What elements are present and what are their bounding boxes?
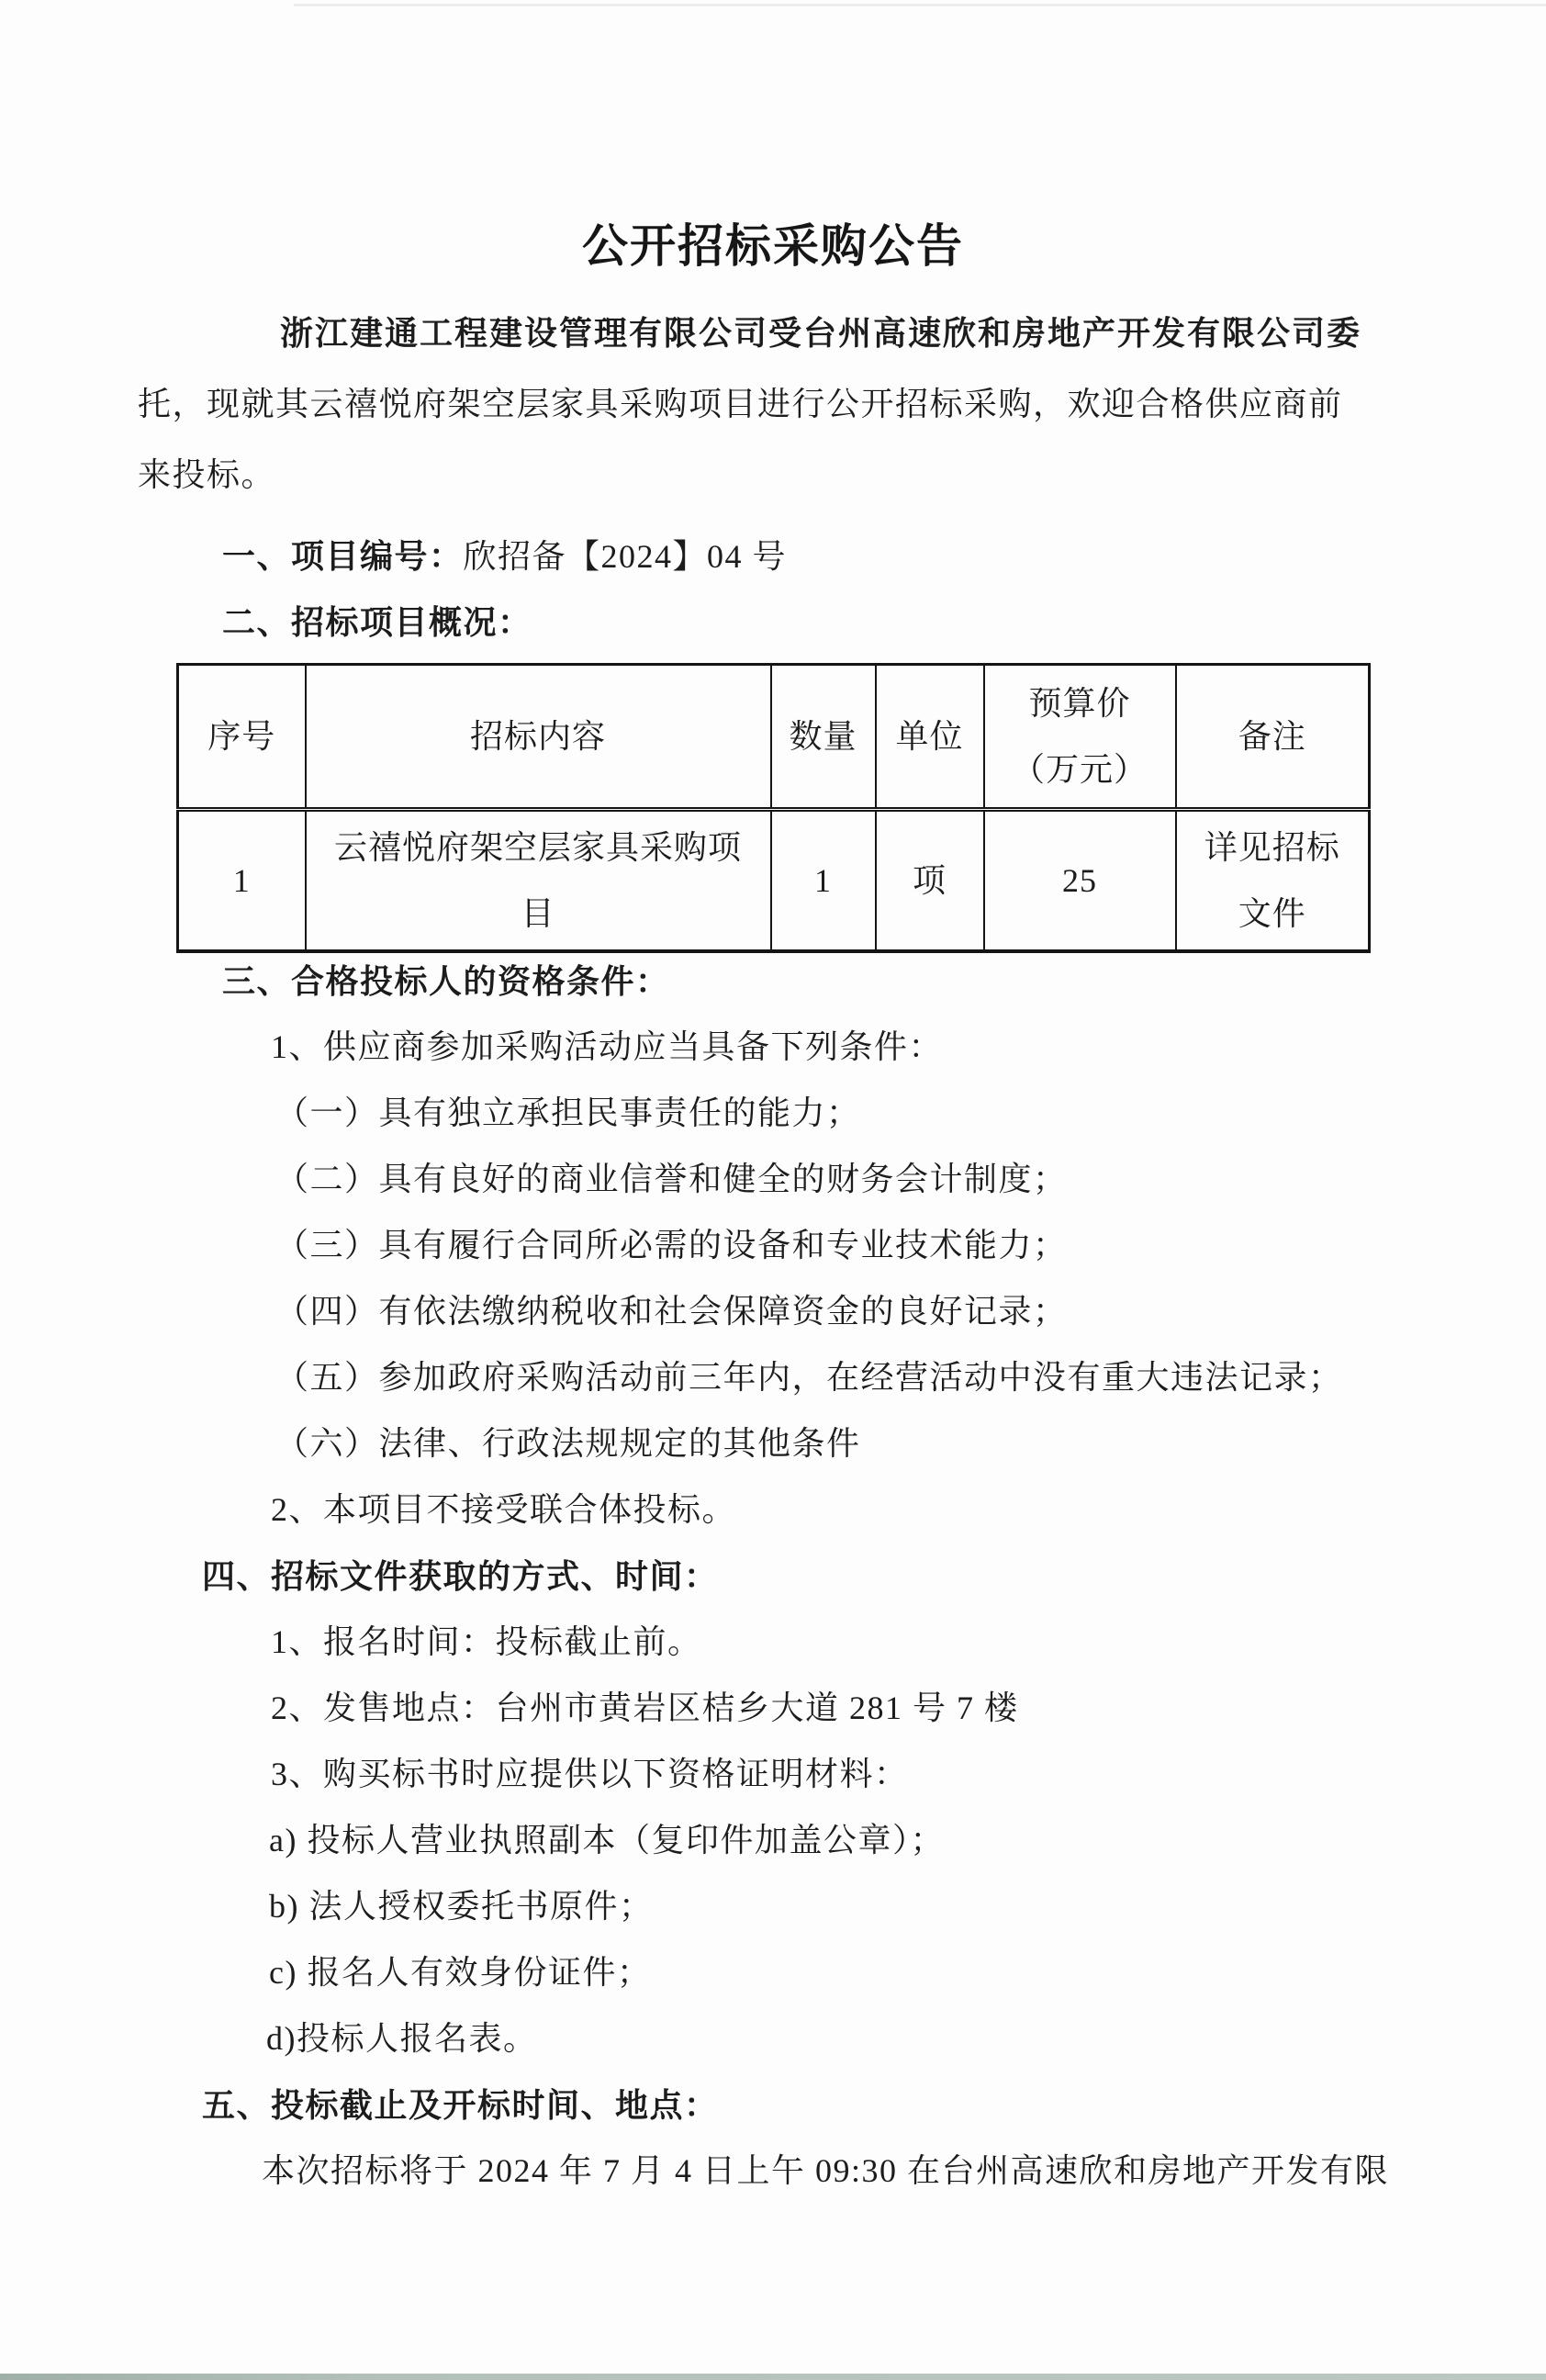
section-1-line xyxy=(222,537,787,576)
project-number-value: 欣招备【2024】04 号 xyxy=(463,538,788,575)
s4-item-c: c) 报名人有效身份证件； xyxy=(269,1954,652,1991)
s5-body-line: 本次招标将于 2024 年 7 月 4 日上午 09:30 在台州高速欣和房地产开发有限 xyxy=(262,2152,1390,2189)
s4-item-b: b) 法人授权委托书原件； xyxy=(269,1888,654,1925)
header-cell-budget: 预算价（万元） xyxy=(984,665,1176,810)
cell-seq: 1 xyxy=(178,810,306,952)
s3-condition-6: （六）法律、行政法规规定的其他条件 xyxy=(275,1425,861,1462)
intro-line-2: 托，现就其云禧悦府架空层家具采购项目进行公开招标采购，欢迎合格供应商前 xyxy=(138,386,1343,422)
section-1-heading: 一、项目编号： xyxy=(222,537,464,575)
header-cell-quantity: 数量 xyxy=(771,665,876,810)
scan-artifact-bottom xyxy=(0,2374,1546,2380)
cell-quantity: 1 xyxy=(771,810,876,952)
intro-line-1: 浙江建通工程建设管理有限公司受台州高速欣和房地产开发有限公司委 xyxy=(280,314,1362,352)
section-5-heading: 五、投标截止及开标时间、地点： xyxy=(202,2086,719,2124)
cell-unit: 项 xyxy=(876,810,984,952)
table-row xyxy=(178,810,1370,952)
s4-item-2: 2、发售地点：台州市黄岩区桔乡大道 281 号 7 楼 xyxy=(271,1690,1019,1726)
section-3-heading: 三、合格投标人的资格条件： xyxy=(222,962,670,1000)
s3-item-2: 2、本项目不接受联合体投标。 xyxy=(271,1491,737,1528)
s3-condition-4: （四）有依法缴纳税收和社会保障资金的良好记录； xyxy=(275,1293,1068,1330)
s3-condition-1: （一）具有独立承担民事责任的能力； xyxy=(275,1095,861,1131)
page-title: 公开招标采购公告 xyxy=(582,220,964,272)
bid-overview-table xyxy=(176,663,1371,953)
cell-remark: 详见招标文件 xyxy=(1176,810,1370,952)
section-4-heading: 四、招标文件获取的方式、时间： xyxy=(202,1557,719,1595)
s4-item-1: 1、报名时间：投标截止前。 xyxy=(271,1623,702,1660)
s4-item-d: d)投标人报名表。 xyxy=(266,2020,538,2057)
header-cell-unit: 单位 xyxy=(876,665,984,810)
cell-content: 云禧悦府架空层家具采购项目 xyxy=(306,810,771,952)
scan-artifact-top xyxy=(294,4,1546,6)
header-cell-content: 招标内容 xyxy=(306,665,771,810)
s3-condition-3: （三）具有履行合同所必需的设备和专业技术能力； xyxy=(275,1227,1068,1263)
header-cell-remark: 备注 xyxy=(1176,665,1370,810)
s3-item-1: 1、供应商参加采购活动应当具备下列条件： xyxy=(271,1028,944,1065)
section-2-heading: 二、招标项目概况： xyxy=(222,603,532,641)
header-cell-seq: 序号 xyxy=(178,665,306,810)
s3-condition-2: （二）具有良好的商业信誉和健全的财务会计制度； xyxy=(275,1161,1068,1197)
intro-line-3: 来投标。 xyxy=(138,456,276,493)
cell-budget: 25 xyxy=(984,810,1176,952)
s3-condition-5: （五）参加政府采购活动前三年内，在经营活动中没有重大违法记录； xyxy=(275,1359,1343,1396)
s4-item-a: a) 投标人营业执照副本（复印件加盖公章）； xyxy=(269,1822,945,1858)
table-header-row xyxy=(178,665,1370,810)
s4-item-3: 3、购买标书时应提供以下资格证明材料： xyxy=(271,1756,909,1792)
